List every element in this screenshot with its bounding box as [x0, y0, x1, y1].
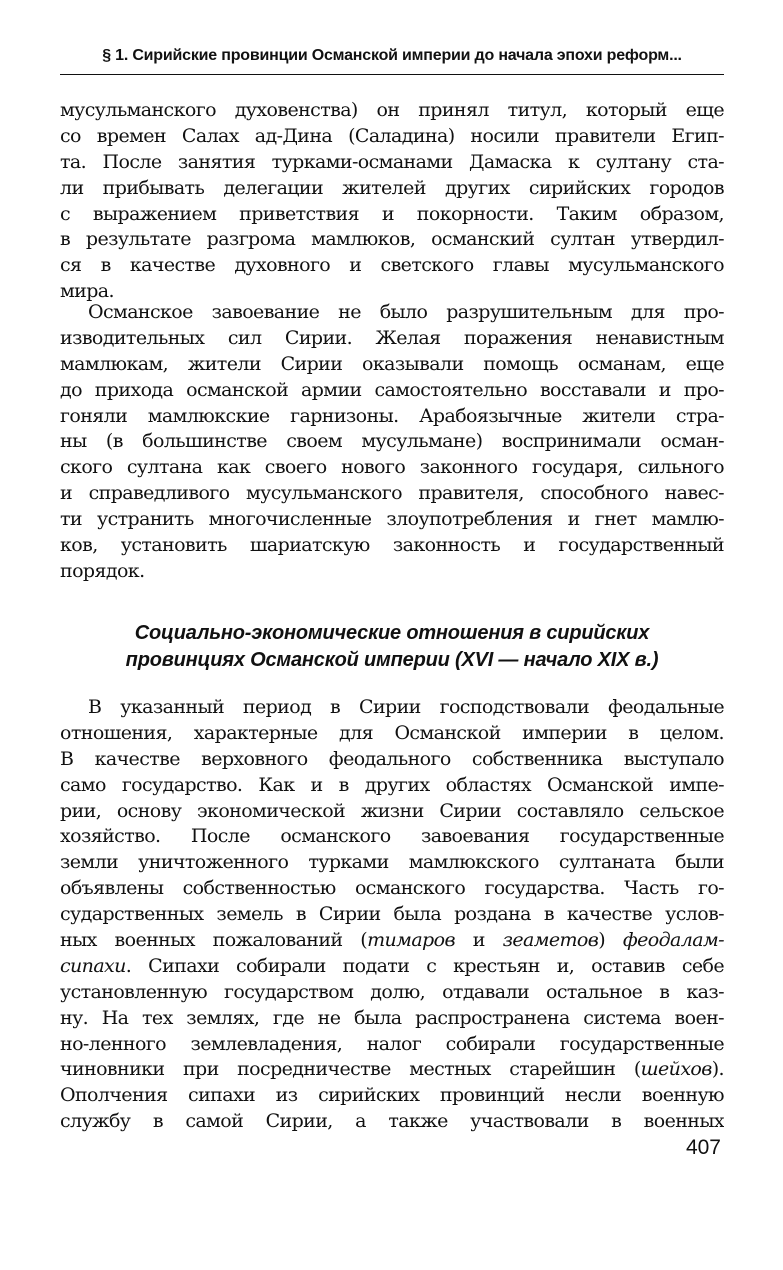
text-line: установленную государством долю, отдавали остальное в каз- [60, 980, 724, 1003]
text-line: но-ленного землевладения, налог собирали государственные [60, 1032, 724, 1055]
paragraph-3 [60, 695, 724, 1135]
paragraph-2 [60, 300, 724, 585]
text-line: земли уничтоженного турками мамлюкского султаната были [60, 851, 724, 874]
text-line: объявлены собственностью османского государства. Часть го- [60, 877, 724, 900]
text-line: ся в качестве духовного и светского главы мусульманского [60, 254, 724, 277]
text-line: ского султана как своего нового законного государя, сильного [60, 456, 724, 479]
text-line: само государство. Как и в других областях Османской импе- [60, 773, 724, 796]
text-line [60, 928, 724, 954]
text-line: В качестве верховного феодального собственника выступало [60, 747, 724, 770]
text-line: ков, установить шариатскую законность и государственный [60, 534, 724, 557]
text-fragment: чиновники при посредничестве местных старейшин ( [60, 1058, 641, 1081]
text-line: мусульманского духовенства) он принял титул, который еще [60, 99, 724, 121]
text-line: до прихода османской армии самостоятельно восставали и про- [60, 378, 724, 401]
running-header: § 1. Сирийские провинции Османской империи до начала эпохи реформ... [102, 47, 682, 64]
text-line [60, 1057, 724, 1083]
text-line: отношения, характерные для Османской империи в целом. [60, 721, 724, 744]
text-line: ти устранить многочисленные злоупотребления и гнет мамлю- [60, 508, 724, 531]
text-line: со времен Салах ад-Дина (Саладина) носили правители Егип- [60, 124, 724, 147]
term-zeamet: зеаметов [502, 929, 599, 952]
text-line: гоняли мамлюкские гарнизоны. Арабоязычные жители стра- [60, 404, 724, 427]
text-line: с выражением приветствия и покорности. Таким образом, [60, 202, 724, 225]
text-line: Ополчения сипахи из сирийских провинций несли военную [60, 1084, 724, 1107]
text-line: службу в самой Сирии, а также участвовали в военных [60, 1110, 724, 1133]
text-line: Османское завоевание не было разрушительным для про- [88, 301, 724, 323]
section-heading-line: Социально-экономические отношения в сирийских [134, 622, 650, 644]
page-number: 407 [685, 1136, 721, 1159]
text-line: ны (в большинстве своем мусульмане) воспринимали осман- [60, 430, 724, 453]
text-fragment: ) [598, 929, 623, 952]
text-line: в результате разгрома мамлюков, османский султан утвердил- [60, 228, 724, 251]
term-timar: тимаров [367, 929, 455, 952]
text-line: В указанный период в Сирии господствовали феодальные [88, 696, 724, 718]
header-rule [60, 74, 724, 75]
text-line: мамлюкам, жители Сирии оказывали помощь османам, еще [60, 352, 724, 375]
text-line: та. После занятия турками-османами Дамаска к султану ста- [60, 150, 724, 173]
text-fragment: и [454, 929, 503, 952]
term-sipahi: сипахи [60, 954, 126, 977]
text-line: изводительных сил Сирии. Желая поражения ненавистным [60, 326, 724, 349]
text-line: порядок. [60, 559, 145, 582]
text-line [60, 954, 724, 980]
text-line: и справедливого мусульманского правителя, способного навес- [60, 482, 724, 505]
text-line: рии, основу экономической жизни Сирии составляло сельское [60, 799, 724, 822]
section-heading [60, 620, 724, 674]
text-fragment: . Сипахи собирали подати с крестьян и, оставив себе [125, 954, 724, 977]
text-line: хозяйство. После османского завоевания государственные [60, 825, 724, 848]
text-fragment: ). [711, 1058, 724, 1081]
text-line: ну. На тех землях, где не была распространена система воен- [60, 1006, 724, 1029]
term-sheikh: шейхов [640, 1058, 712, 1081]
term-feudal: феодалам- [622, 929, 724, 952]
section-heading-line: провинциях Османской империи (XVI — начало XIX в.) [125, 649, 659, 671]
text-line: мира. [60, 280, 114, 303]
text-fragment: ных военных пожалований ( [60, 929, 368, 952]
text-line: сударственных земель в Сирии была роздана в качестве услов- [60, 903, 724, 926]
paragraph-1 [60, 98, 724, 305]
text-line: ли прибывать делегации жителей других сирийских городов [60, 176, 724, 199]
